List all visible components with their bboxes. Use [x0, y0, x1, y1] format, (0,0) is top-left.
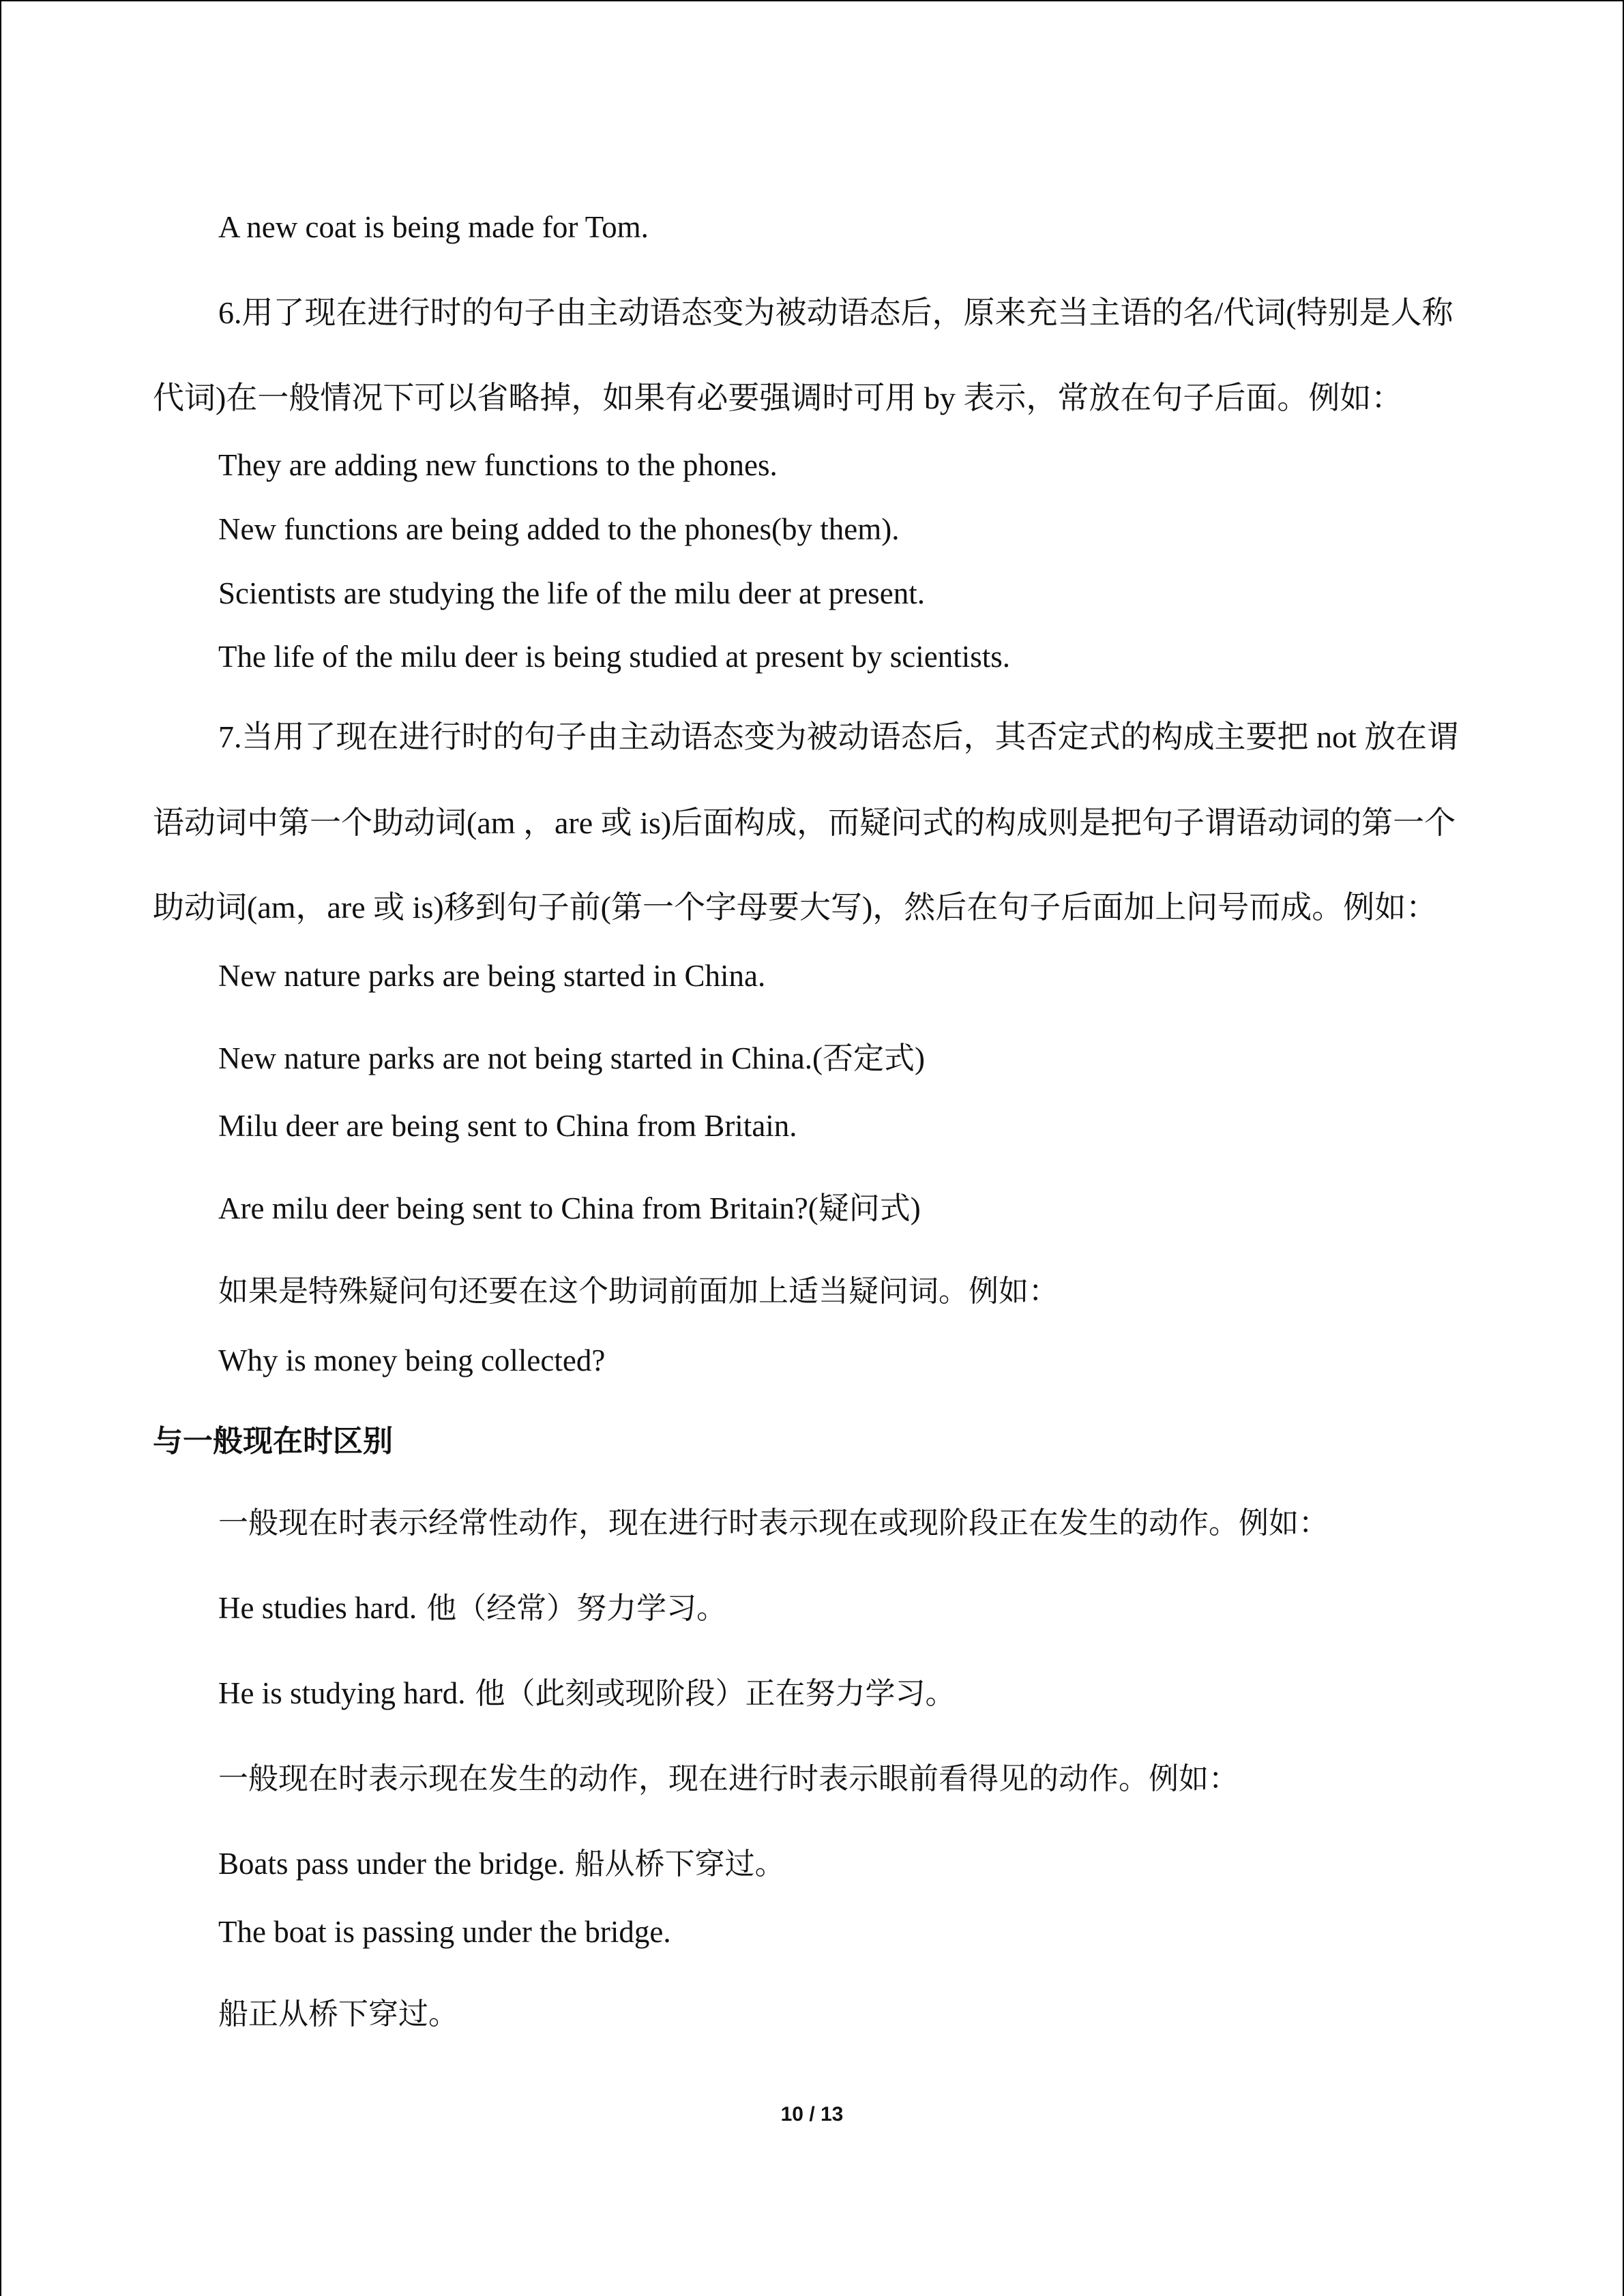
example-sentence: Why is money being collected? — [218, 1343, 606, 1377]
example-translation: 他（经常）努力学习。 — [426, 1591, 727, 1626]
rule-paragraph-line: 7.当用了现在进行时的句子由主动语态变为被动语态后，其否定式的构成主要把 not 放在谓 — [218, 719, 1459, 754]
example-english: He is studying hard. — [218, 1676, 466, 1710]
example-with-translation — [218, 1669, 955, 1712]
example-translation: 他（此刻或现阶段）正在努力学习。 — [475, 1676, 956, 1711]
example-sentence: The boat is passing under the bridge. — [218, 1915, 671, 1949]
page-number: 10 / 13 — [780, 2103, 844, 2126]
rule-paragraph-line: 代词)在一般情况下可以省略掉，如果有必要强调时可用 by 表示，常放在句子后面。例如： — [153, 381, 1403, 415]
example-sentence: Scientists are studying the life of the milu deer at present. — [218, 576, 925, 610]
example-translation: 船从桥下穿过。 — [574, 1847, 785, 1881]
rule-paragraph-line: 一般现在时表示经常性动作，现在进行时表示现在或现阶段正在发生的动作。例如： — [218, 1506, 1329, 1540]
example-sentence: New nature parks are not being started in China.(否定式) — [218, 1041, 925, 1075]
example-english: He studies hard. — [218, 1591, 417, 1625]
example-sentence: Milu deer are being sent to China from Britain. — [218, 1109, 797, 1143]
rule-paragraph-line: 语动词中第一个助动词(am ，are 或 is)后面构成，而疑问式的构成则是把句子谓语动词的第一个 — [153, 805, 1456, 840]
example-with-translation — [218, 1583, 726, 1627]
example-sentence: The life of the milu deer is being studied at present by scientists. — [218, 640, 1010, 674]
rule-paragraph-line: 一般现在时表示现在发生的动作，现在进行时表示眼前看得见的动作。例如： — [218, 1761, 1239, 1796]
note-line: 如果是特殊疑问句还要在这个助词前面加上适当疑问词。例如： — [218, 1274, 1059, 1309]
example-sentence: They are adding new functions to the phones. — [218, 448, 778, 482]
example-sentence: New nature parks are being started in China. — [218, 959, 766, 993]
example-sentence: Are milu deer being sent to China from Britain?(疑问式) — [218, 1191, 921, 1225]
example-english: Boats pass under the bridge. — [218, 1847, 565, 1881]
rule-paragraph-line: 助动词(am，are 或 is)移到句子前(第一个字母要大写)，然后在句子后面加上问号而成。例如： — [153, 890, 1438, 925]
example-sentence: New functions are being added to the phones(by them). — [218, 512, 900, 546]
section-heading: 与一般现在时区别 — [153, 1424, 393, 1459]
rule-paragraph-line: 6.用了现在进行时的句子由主动语态变为被动语态后，原来充当主语的名/代词(特别是人称 — [218, 295, 1453, 330]
example-sentence: A new coat is being made for Tom. — [218, 210, 649, 244]
example-translation: 船正从桥下穿过。 — [218, 1997, 458, 2031]
example-with-translation — [218, 1839, 785, 1883]
